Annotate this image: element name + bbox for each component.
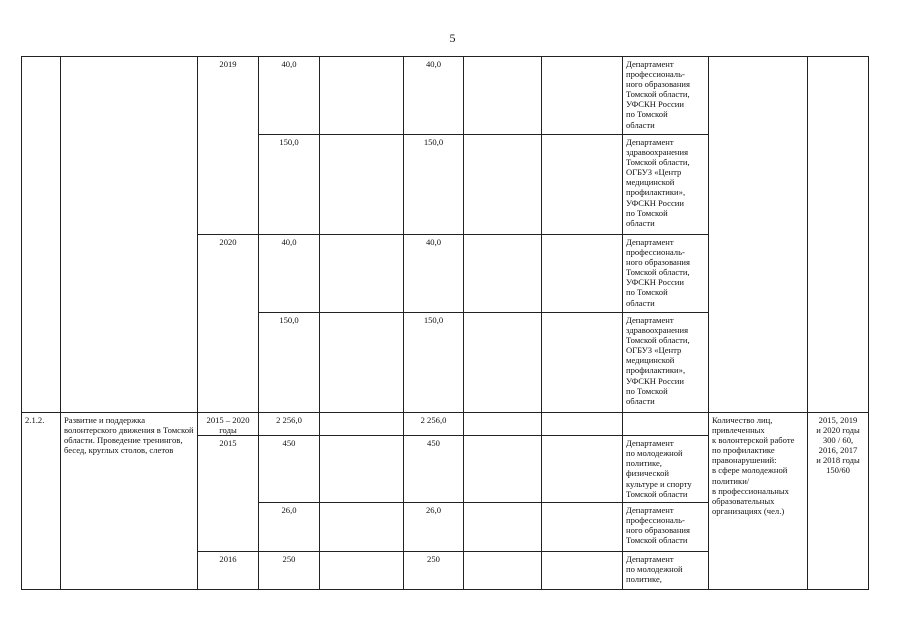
table-row <box>22 57 869 135</box>
cell-executor: Департамент здравоохранения Томской области, ОГБУЗ «Центр медицинской профилактики», УФСКН России по Томской области <box>623 135 709 235</box>
cell-empty <box>542 313 623 413</box>
cell-year: 2019 <box>198 57 259 235</box>
cell-empty <box>542 436 623 503</box>
cell-empty <box>320 235 404 313</box>
cell-empty <box>320 413 404 436</box>
cell-empty <box>623 413 709 436</box>
cell-executor: Департамент по молодежной политике, физической культуре и спорту Томской области <box>623 436 709 503</box>
page-number: 5 <box>449 31 456 45</box>
cell-year: 2015 <box>198 436 259 552</box>
cell-amount-total: 40,0 <box>259 57 320 135</box>
cell-amount-total: 150,0 <box>259 135 320 235</box>
cell-amount-total: 150,0 <box>259 313 320 413</box>
cell-executor: Департамент профессиональ- ного образования Томской области <box>623 503 709 552</box>
cell-empty <box>320 57 404 135</box>
cell-empty <box>542 57 623 135</box>
cell-name-empty <box>61 57 198 413</box>
table-row <box>22 413 869 436</box>
cell-indicator-values: 2015, 2019 и 2020 годы 300 / 60, 2016, 2017 и 2018 годы 150/60 <box>808 413 869 590</box>
cell-executor: Департамент по молодежной политике, <box>623 552 709 590</box>
cell-empty <box>320 436 404 503</box>
cell-amount-budget: 40,0 <box>404 235 464 313</box>
cell-empty <box>542 503 623 552</box>
cell-amount-budget: 150,0 <box>404 135 464 235</box>
cell-amount-total: 250 <box>259 552 320 590</box>
cell-empty <box>464 413 542 436</box>
cell-item-number: 2.1.2. <box>22 413 61 590</box>
cell-empty <box>542 135 623 235</box>
cell-item-name: Развитие и поддержка волонтерского движения в Томской области. Проведение тренингов, бесед, круглых столов, слетов <box>61 413 198 590</box>
cell-empty <box>320 503 404 552</box>
cell-executor: Департамент профессиональ- ного образования Томской области, УФСКН России по Томской области <box>623 57 709 135</box>
cell-year: 2020 <box>198 235 259 413</box>
cell-empty <box>542 552 623 590</box>
cell-amount-budget: 26,0 <box>404 503 464 552</box>
cell-executor: Департамент профессиональ- ного образования Томской области, УФСКН России по Томской области <box>623 235 709 313</box>
cell-empty <box>464 313 542 413</box>
cell-empty <box>464 235 542 313</box>
cell-empty <box>320 552 404 590</box>
cell-empty <box>320 135 404 235</box>
cell-amount-budget: 2 256,0 <box>404 413 464 436</box>
cell-empty <box>542 235 623 313</box>
cell-executor: Департамент здравоохранения Томской области, ОГБУЗ «Центр медицинской профилактики», УФСКН России по Томской области <box>623 313 709 413</box>
cell-empty <box>464 503 542 552</box>
cell-empty <box>464 57 542 135</box>
cell-empty <box>464 552 542 590</box>
cell-amount-budget: 150,0 <box>404 313 464 413</box>
cell-empty <box>464 436 542 503</box>
program-table <box>21 56 869 590</box>
cell-number-empty <box>22 57 61 413</box>
cell-amount-total: 2 256,0 <box>259 413 320 436</box>
cell-indicator: Количество лиц, привлеченных к волонтерской работе по профилактике правонарушений: в сфере молодежной политики/ в профессиональных образовательных организациях (чел.) <box>709 413 808 590</box>
cell-empty <box>542 413 623 436</box>
cell-amount-budget: 450 <box>404 436 464 503</box>
cell-amount-budget: 40,0 <box>404 57 464 135</box>
cell-amount-budget: 250 <box>404 552 464 590</box>
cell-empty <box>464 135 542 235</box>
cell-amount-total: 40,0 <box>259 235 320 313</box>
cell-indicator-value-empty <box>808 57 869 413</box>
cell-period: 2015 – 2020 годы <box>198 413 259 436</box>
cell-empty <box>320 313 404 413</box>
cell-amount-total: 450 <box>259 436 320 503</box>
cell-year: 2016 <box>198 552 259 590</box>
cell-amount-total: 26,0 <box>259 503 320 552</box>
cell-indicator-empty <box>709 57 808 413</box>
